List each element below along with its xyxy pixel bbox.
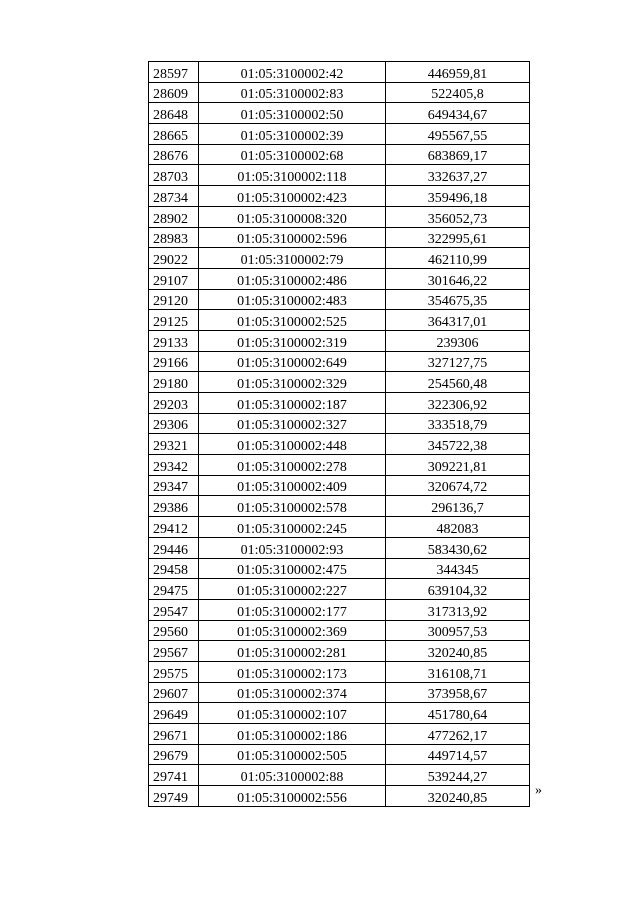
table-row — [149, 103, 530, 124]
cadastral-number-cell: 01:05:3100002:173 — [199, 661, 386, 682]
table-row — [149, 372, 530, 393]
value-cell: 332637,27 — [386, 165, 530, 186]
cadastral-number-cell: 01:05:3100002:448 — [199, 434, 386, 455]
value-cell: 296136,7 — [386, 496, 530, 517]
value-cell: 254560,48 — [386, 372, 530, 393]
row-id-cell: 29547 — [149, 599, 199, 620]
value-cell: 373958,67 — [386, 682, 530, 703]
table-row — [149, 661, 530, 682]
table-row — [149, 765, 530, 786]
table-row — [149, 413, 530, 434]
table-row — [149, 62, 530, 83]
value-cell: 345722,38 — [386, 434, 530, 455]
cadastral-number-cell: 01:05:3100002:423 — [199, 186, 386, 207]
row-id-cell: 29203 — [149, 393, 199, 414]
row-id-cell: 29412 — [149, 517, 199, 538]
row-id-cell: 28597 — [149, 62, 199, 83]
value-cell: 344345 — [386, 558, 530, 579]
table-row — [149, 455, 530, 476]
value-cell: 477262,17 — [386, 724, 530, 745]
value-cell: 522405,8 — [386, 82, 530, 103]
value-cell: 359496,18 — [386, 186, 530, 207]
table-body — [149, 62, 530, 807]
closing-quote-mark: » — [535, 783, 542, 798]
table-row — [149, 682, 530, 703]
cadastral-number-cell: 01:05:3100002:483 — [199, 289, 386, 310]
cadastral-number-cell: 01:05:3100002:281 — [199, 641, 386, 662]
row-id-cell: 28676 — [149, 144, 199, 165]
cadastral-number-cell: 01:05:3100002:319 — [199, 330, 386, 351]
row-id-cell: 29560 — [149, 620, 199, 641]
table-row — [149, 786, 530, 807]
table-row — [149, 599, 530, 620]
value-cell: 451780,64 — [386, 703, 530, 724]
cadastral-number-cell: 01:05:3100002:79 — [199, 248, 386, 269]
row-id-cell: 29166 — [149, 351, 199, 372]
row-id-cell: 29022 — [149, 248, 199, 269]
value-cell: 320240,85 — [386, 786, 530, 807]
value-cell: 364317,01 — [386, 310, 530, 331]
table-row — [149, 558, 530, 579]
row-id-cell: 29133 — [149, 330, 199, 351]
row-id-cell: 29386 — [149, 496, 199, 517]
cadastral-number-cell: 01:05:3100002:187 — [199, 393, 386, 414]
table-row — [149, 330, 530, 351]
value-cell: 462110,99 — [386, 248, 530, 269]
cadastral-number-cell: 01:05:3100008:320 — [199, 206, 386, 227]
table-row — [149, 393, 530, 414]
table-row — [149, 144, 530, 165]
row-id-cell: 29107 — [149, 268, 199, 289]
table-row — [149, 248, 530, 269]
cadastral-number-cell: 01:05:3100002:525 — [199, 310, 386, 331]
row-id-cell: 29446 — [149, 537, 199, 558]
cadastral-number-cell: 01:05:3100002:329 — [199, 372, 386, 393]
cadastral-number-cell: 01:05:3100002:245 — [199, 517, 386, 538]
value-cell: 639104,32 — [386, 579, 530, 600]
value-cell: 327127,75 — [386, 351, 530, 372]
value-cell: 316108,71 — [386, 661, 530, 682]
value-cell: 583430,62 — [386, 537, 530, 558]
cadastral-number-cell: 01:05:3100002:556 — [199, 786, 386, 807]
table-row — [149, 124, 530, 145]
cadastral-number-cell: 01:05:3100002:118 — [199, 165, 386, 186]
value-cell: 317313,92 — [386, 599, 530, 620]
value-cell: 482083 — [386, 517, 530, 538]
cadastral-number-cell: 01:05:3100002:88 — [199, 765, 386, 786]
row-id-cell: 29679 — [149, 744, 199, 765]
row-id-cell: 29347 — [149, 475, 199, 496]
cadastral-number-cell: 01:05:3100002:50 — [199, 103, 386, 124]
row-id-cell: 29458 — [149, 558, 199, 579]
cadastral-number-cell: 01:05:3100002:42 — [199, 62, 386, 83]
cadastral-number-cell: 01:05:3100002:186 — [199, 724, 386, 745]
value-cell: 495567,55 — [386, 124, 530, 145]
row-id-cell: 28609 — [149, 82, 199, 103]
row-id-cell: 29321 — [149, 434, 199, 455]
cadastral-number-cell: 01:05:3100002:596 — [199, 227, 386, 248]
table-row — [149, 724, 530, 745]
table-row — [149, 496, 530, 517]
cadastral-number-cell: 01:05:3100002:649 — [199, 351, 386, 372]
cadastral-table — [148, 61, 530, 807]
value-cell: 309221,81 — [386, 455, 530, 476]
cadastral-number-cell: 01:05:3100002:227 — [199, 579, 386, 600]
value-cell: 320674,72 — [386, 475, 530, 496]
cadastral-number-cell: 01:05:3100002:409 — [199, 475, 386, 496]
cadastral-number-cell: 01:05:3100002:68 — [199, 144, 386, 165]
cadastral-number-cell: 01:05:3100002:177 — [199, 599, 386, 620]
value-cell: 320240,85 — [386, 641, 530, 662]
row-id-cell: 29475 — [149, 579, 199, 600]
cadastral-number-cell: 01:05:3100002:107 — [199, 703, 386, 724]
cadastral-number-cell: 01:05:3100002:278 — [199, 455, 386, 476]
row-id-cell: 28648 — [149, 103, 199, 124]
value-cell: 539244,27 — [386, 765, 530, 786]
row-id-cell: 29567 — [149, 641, 199, 662]
table-row — [149, 744, 530, 765]
row-id-cell: 28703 — [149, 165, 199, 186]
row-id-cell: 29342 — [149, 455, 199, 476]
table-row — [149, 351, 530, 372]
table-row — [149, 206, 530, 227]
value-cell: 322995,61 — [386, 227, 530, 248]
value-cell: 683869,17 — [386, 144, 530, 165]
value-cell: 649434,67 — [386, 103, 530, 124]
table-row — [149, 186, 530, 207]
row-id-cell: 29120 — [149, 289, 199, 310]
table-row — [149, 268, 530, 289]
cadastral-number-cell: 01:05:3100002:93 — [199, 537, 386, 558]
value-cell: 239306 — [386, 330, 530, 351]
table-row — [149, 620, 530, 641]
row-id-cell: 29671 — [149, 724, 199, 745]
cadastral-number-cell: 01:05:3100002:327 — [199, 413, 386, 434]
cadastral-number-cell: 01:05:3100002:505 — [199, 744, 386, 765]
cadastral-number-cell: 01:05:3100002:486 — [199, 268, 386, 289]
row-id-cell: 29607 — [149, 682, 199, 703]
cadastral-number-cell: 01:05:3100002:369 — [199, 620, 386, 641]
row-id-cell: 29575 — [149, 661, 199, 682]
row-id-cell: 28902 — [149, 206, 199, 227]
row-id-cell: 29180 — [149, 372, 199, 393]
row-id-cell: 28665 — [149, 124, 199, 145]
table-row — [149, 82, 530, 103]
value-cell: 356052,73 — [386, 206, 530, 227]
value-cell: 446959,81 — [386, 62, 530, 83]
table-row — [149, 227, 530, 248]
table-row — [149, 165, 530, 186]
row-id-cell: 29741 — [149, 765, 199, 786]
row-id-cell: 28734 — [149, 186, 199, 207]
table-row — [149, 517, 530, 538]
row-id-cell: 28983 — [149, 227, 199, 248]
table-row — [149, 703, 530, 724]
cadastral-number-cell: 01:05:3100002:578 — [199, 496, 386, 517]
value-cell: 301646,22 — [386, 268, 530, 289]
cadastral-number-cell: 01:05:3100002:475 — [199, 558, 386, 579]
table-row — [149, 579, 530, 600]
cadastral-number-cell: 01:05:3100002:374 — [199, 682, 386, 703]
row-id-cell: 29749 — [149, 786, 199, 807]
row-id-cell: 29306 — [149, 413, 199, 434]
table-row — [149, 289, 530, 310]
table-row — [149, 641, 530, 662]
row-id-cell: 29125 — [149, 310, 199, 331]
value-cell: 449714,57 — [386, 744, 530, 765]
cadastral-number-cell: 01:05:3100002:83 — [199, 82, 386, 103]
table-row — [149, 310, 530, 331]
value-cell: 354675,35 — [386, 289, 530, 310]
value-cell: 333518,79 — [386, 413, 530, 434]
cadastral-number-cell: 01:05:3100002:39 — [199, 124, 386, 145]
value-cell: 300957,53 — [386, 620, 530, 641]
table-row — [149, 537, 530, 558]
table-row — [149, 434, 530, 455]
row-id-cell: 29649 — [149, 703, 199, 724]
value-cell: 322306,92 — [386, 393, 530, 414]
table-row — [149, 475, 530, 496]
